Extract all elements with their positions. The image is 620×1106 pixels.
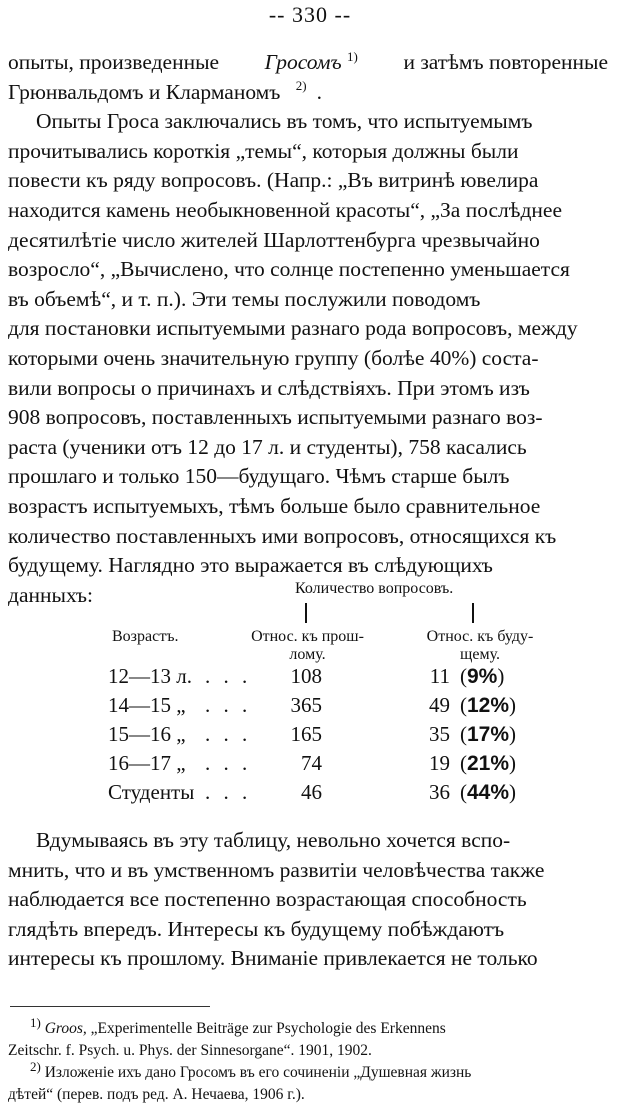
table-row xyxy=(0,722,620,752)
footnote-2: $^{2)}$ Изложеніе ихъ дано Гросомъ въ его сочиненіи „Душевная жизнь xyxy=(30,1058,472,1081)
cell-leader-dots: . . . xyxy=(205,693,252,717)
text-line: мнить, что и въ умственномъ развитіи человѣчества также xyxy=(8,857,545,882)
cell-age: 16—17 „ xyxy=(108,751,186,775)
cell-leader-dots: . . . xyxy=(205,780,252,804)
text-line: повести къ ряду вопросовъ. (Напр.: „Въ витринѣ ювелира xyxy=(8,168,539,193)
cell-past-count: 46 xyxy=(301,780,322,804)
cell-leader-dots: . . . xyxy=(205,751,252,775)
footnote-divider xyxy=(10,1006,210,1007)
column-header-age: Возрастъ. xyxy=(112,628,179,645)
text-line: будущему. Наглядно это выражается въ слѣдующихъ xyxy=(8,553,493,578)
cell-past-count: 108 xyxy=(290,664,322,688)
cell-percent: (9%) xyxy=(460,664,505,688)
text-line: возрастъ испытуемыхъ, тѣмъ больше было сравнительное xyxy=(8,493,541,518)
cell-percent: (17%) xyxy=(460,722,517,746)
cell-age: 14—15 „ xyxy=(108,693,186,717)
text-line: для постановки испытуемыми разнаго рода вопросовъ, между xyxy=(8,316,578,341)
column-header-past: Относ. къ прош- лому. xyxy=(251,628,364,663)
author-name: Гросомъ $^{1)}$ xyxy=(264,48,358,74)
text-line: десятилѣтіе число жителей Шарлоттенбурга чрезвычайно xyxy=(8,227,540,252)
cell-percent: (12%) xyxy=(460,693,517,717)
footnote-marker: 1) xyxy=(347,48,358,64)
main-text xyxy=(8,48,608,610)
cell-future-count: 36 xyxy=(429,780,450,804)
text-line: которыми очень значительную группу (болѣе 40%) соста- xyxy=(8,345,539,370)
text-line: раста (ученики отъ 12 до 17 л. и студенты), 758 касались xyxy=(8,434,527,459)
footnote-marker: 2) xyxy=(30,1058,41,1074)
text-line xyxy=(8,78,608,108)
text-line: Опыты Гроса заключались въ томъ, что испытуемымъ xyxy=(36,109,533,134)
cell-future-count: 49 xyxy=(429,693,450,717)
text-line: находится камень необыкновенной красоты“, „За послѣднее xyxy=(8,197,562,222)
footnote-marker: 2) xyxy=(295,78,307,94)
text-line: глядѣть впередъ. Интересы къ будущему побѣждаютъ xyxy=(8,916,505,941)
cell-age: 12—13 л. xyxy=(108,664,192,688)
text-fragment: опыты, произведенные xyxy=(8,50,220,74)
footnotes xyxy=(8,1014,612,1106)
text-line: интересы къ прошлому. Вниманіе привлекается не только xyxy=(8,946,538,971)
text-line: 908 вопросовъ, поставленныхъ испытуемыми разнаго воз- xyxy=(8,405,543,430)
cell-past-count: 365 xyxy=(290,693,322,717)
cell-past-count: 74 xyxy=(301,751,322,775)
text-line: вили вопросы о причинахъ и слѣдствіяхъ. При этомъ изъ xyxy=(8,375,530,400)
footnote-marker: 1) xyxy=(30,1014,41,1030)
text-line: данныхъ: xyxy=(8,582,93,607)
cell-past-count: 165 xyxy=(290,722,322,746)
cell-age: 15—16 „ xyxy=(108,722,186,746)
header-tick xyxy=(305,603,307,623)
cell-leader-dots: . . . xyxy=(205,722,252,746)
text-line: въ объемѣ“, и т. п.). Эти темы послужили поводомъ xyxy=(8,286,481,311)
table-group-header: Количество вопросовъ. xyxy=(295,580,454,597)
header-tick xyxy=(472,603,474,623)
cell-future-count: 19 xyxy=(429,751,450,775)
cell-percent: (44%) xyxy=(460,780,517,804)
text-line xyxy=(8,48,608,78)
questions-table xyxy=(0,576,620,806)
table-row xyxy=(0,751,620,781)
text-line: Вдумываясь въ эту таблицу, невольно хочется вспо- xyxy=(36,828,511,852)
table-row xyxy=(0,664,620,694)
cell-percent: (21%) xyxy=(460,751,517,775)
text-line: количество поставленныхъ ими вопросовъ, относящихся къ xyxy=(8,523,557,548)
closing-paragraph xyxy=(8,826,608,974)
text-line: возросло“, „Вычислено, что солнце постепенно уменьшается xyxy=(8,257,570,282)
footnote-2-continued: дѣтей“ (перев. подъ ред. А. Нечаева, 1906 г.). xyxy=(8,1086,305,1103)
cell-leader-dots: . . . xyxy=(205,664,252,688)
cell-future-count: 35 xyxy=(429,722,450,746)
text-line: наблюдается все постепенно возрастающая способность xyxy=(8,887,527,912)
table-row xyxy=(0,693,620,723)
text-fragment: и затѣмъ повторенные xyxy=(403,50,608,74)
cell-future-count: 11 xyxy=(429,664,450,688)
page-number: -- 330 -- xyxy=(268,2,352,27)
table-row xyxy=(0,780,620,810)
footnote-1: $^{1)}$ Groos, „Experimentelle Beiträge zur Psychologie des Erkennens xyxy=(30,1014,446,1037)
text-line: прочитывались короткія „темы“, которыя должны были xyxy=(8,138,519,163)
footnote-author: Groos, xyxy=(44,1020,87,1037)
text-fragment: Грюнвальдомъ и Кларманомъ $^{2)}$ . xyxy=(8,78,322,104)
column-header-future: Относ. къ буду- щему. xyxy=(426,628,534,663)
cell-age: Студенты xyxy=(108,780,195,804)
footnote-1-continued: Zeitschr. f. Psych. u. Phys. der Sinnesorgane“. 1901, 1902. xyxy=(8,1042,372,1059)
text-line: прошлаго и только 150—будущаго. Чѣмъ старше былъ xyxy=(8,464,510,489)
